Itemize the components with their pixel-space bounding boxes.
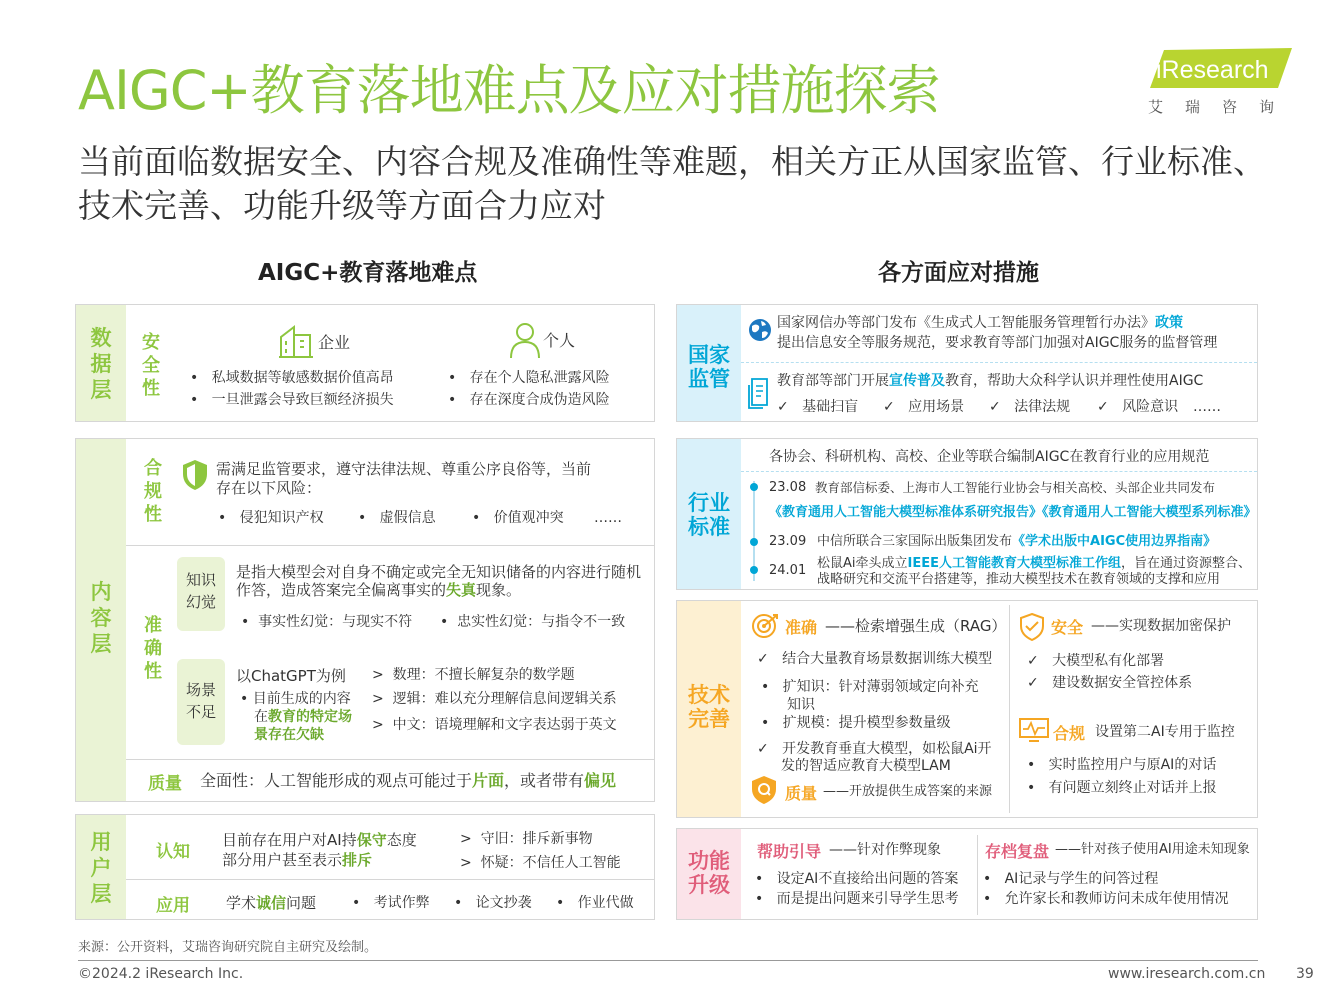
enterprise-item-2: • 一旦泄露会导致巨额经济损失 (190, 392, 394, 408)
scene-example: 以ChatGPT为例 (236, 667, 346, 685)
logo-text: iResearch (1156, 56, 1269, 84)
tech-accuracy-bullet-1: • 扩知识：针对薄弱领域定向补充 (761, 679, 979, 695)
tech-security-label: 安全 (1051, 618, 1084, 637)
national-policy-line-1: 国家网信办等部门发布《生成式人工智能服务管理暂行办法》政策 (777, 315, 1183, 331)
target-icon (751, 613, 779, 639)
divider (126, 545, 654, 546)
timeline-dot (750, 566, 758, 574)
industry-panel (676, 438, 1258, 590)
vertical-divider (1009, 605, 1010, 813)
national-policy-line-2: 提出信息安全等服务规范，要求教育等部门加强对AIGC服务的监督管理 (777, 335, 1218, 351)
industry-event-1-text: 教育部信标委、上海市人工智能行业协会与相关高校、头部企业共同发布 (815, 480, 1216, 495)
tech-panel (676, 600, 1258, 818)
industry-event-2-date: 23.09 (769, 534, 807, 549)
page-number: 39 (1296, 966, 1314, 982)
function-archive-item-2: • 允许家长和教师访问未成年使用情况 (983, 891, 1229, 907)
national-check-4: ✓ 风险意识 (1097, 399, 1179, 415)
application-item-3: • 作业代做 (556, 895, 634, 911)
national-edu-line: 教育部等部门开展宣传普及教育，帮助大众科学认识并理性使用AIGC (777, 373, 1204, 389)
national-panel (676, 304, 1258, 422)
security-category: 安全性 (142, 332, 160, 399)
function-label: 功能升级 (688, 849, 730, 897)
application-text: 学术诚信问题 (226, 894, 317, 912)
compliance-item-4: …… (594, 510, 622, 526)
quality-text: 全面性：人工智能形成的观点可能过于片面，或者带有偏见 (200, 771, 617, 790)
compliance-item-1: • 侵犯知识产权 (218, 510, 324, 526)
scene-item-3: > 中文：语境理解和文字表达弱于英文 (372, 717, 617, 733)
tech-compliance-desc: 设置第二AI专用于监控 (1095, 724, 1235, 740)
compliance-text-1: 需满足监管要求，遵守法律法规、尊重公序良俗等，当前 (216, 460, 592, 478)
user-layer-label: 用户层 (90, 830, 112, 906)
national-check-2: ✓ 应用场景 (883, 399, 965, 415)
compliance-category: 合规性 (144, 458, 162, 525)
industry-event-3-text: 松鼠Ai牵头成立IEEE人工智能教育大模型标准工作组，旨在通过资源整合、 (817, 556, 1252, 571)
page-subtitle: 当前面临数据安全、内容合规及准确性等难题，相关方正从国家监管、行业标准、技术完善、功能升级等方面合力应对 (78, 142, 1266, 225)
enterprise-item-1: • 私域数据等敏感数据价值高昂 (190, 370, 394, 386)
tech-compliance-label: 合规 (1053, 724, 1086, 743)
timeline-dot (750, 538, 758, 546)
cognition-line-2: 部分用户甚至表示排斥 (222, 851, 373, 869)
function-archive-label: 存档复盘 (985, 842, 1050, 861)
industry-event-1-docs: 《教育通用人工智能大模型标准体系研究报告》《教育通用人工智能大模型系列标准》 (769, 505, 1257, 520)
hallucination-item-2: • 忠实性幻觉：与指令不一致 (440, 614, 626, 630)
document-icon (747, 377, 769, 409)
source-note: 来源：公开资料，艾瑞咨询研究院自主研究及绘制。 (78, 940, 378, 955)
function-help-item-1: • 设定AI不直接给出问题的答案 (755, 871, 959, 887)
industry-event-2-text: 中信所联合三家国际出版集团发布《学术出版中AIGC使用边界指南》 (817, 534, 1217, 549)
enterprise-icon (278, 323, 314, 359)
scene-desc-3: 景存在欠缺 (254, 727, 324, 743)
hallucination-tag: 知识幻觉 (177, 557, 225, 631)
cognition-line-1: 目前存在用户对AI持保守态度 (222, 831, 417, 849)
tech-quality-desc: ——开放提供生成答案的来源 (823, 784, 993, 799)
accuracy-category: 准确性 (144, 615, 162, 682)
tech-accuracy-desc: ——检索增强生成（RAG） (825, 617, 1007, 635)
industry-event-1-date: 23.08 (769, 480, 807, 495)
industry-event-3-date: 24.01 (769, 563, 807, 578)
tech-compliance-item-2: • 有问题立刻终止对话并上报 (1027, 780, 1217, 796)
divider (126, 879, 654, 880)
function-panel (676, 828, 1258, 920)
tech-compliance-item-1: • 实时监控用户与原AI的对话 (1027, 757, 1217, 773)
left-heading: AIGC+教育落地难点 (258, 260, 478, 286)
function-help-desc: ——针对作弊现象 (829, 842, 941, 858)
industry-label: 行业标准 (688, 491, 730, 539)
tech-security-item-1: ✓ 大模型私有化部署 (1027, 653, 1165, 669)
content-layer-label: 内容层 (90, 580, 112, 656)
compliance-text-2: 存在以下风险： (216, 479, 322, 497)
tech-accuracy-check-2-cont: 发的智适应教育大模型LAM (781, 758, 951, 774)
shield-icon (182, 459, 208, 491)
copyright: ©2024.2 iResearch Inc. (78, 966, 244, 982)
scene-tag: 场景不足 (177, 659, 225, 745)
national-check-3: ✓ 法律法规 (989, 399, 1071, 415)
application-item-2: • 论文抄袭 (454, 895, 532, 911)
tech-label: 技术完善 (688, 683, 730, 731)
function-archive-item-1: • AI记录与学生的问答过程 (983, 871, 1159, 887)
cognition-label: 认知 (156, 842, 190, 862)
person-item-1: • 存在个人隐私泄露风险 (448, 370, 610, 386)
scene-item-2: > 逻辑：难以充分理解信息间逻辑关系 (372, 691, 617, 707)
tech-accuracy-label: 准确 (785, 618, 818, 637)
dashed-divider (741, 471, 1257, 472)
application-item-1: • 考试作弊 (352, 895, 430, 911)
quality-label: 质量 (148, 774, 182, 794)
tech-security-desc: ——实现数据加密保护 (1091, 618, 1231, 634)
function-archive-desc: ——针对孩子使用AI用途未知现象 (1055, 842, 1250, 857)
person-icon (509, 321, 541, 359)
enterprise-label: 企业 (318, 333, 351, 352)
iresearch-logo (1148, 48, 1292, 88)
quality-badge-icon (751, 775, 777, 805)
scene-item-1: > 数理：不擅长解复杂的数学题 (372, 667, 575, 683)
tech-accuracy-check-1: ✓ 结合大量教育场景数据训练大模型 (757, 651, 993, 667)
industry-top: 各协会、科研机构、高校、企业等联合编制AIGC在教育行业的应用规范 (769, 449, 1210, 465)
cognition-item-2: > 怀疑：不信任人工智能 (460, 855, 621, 871)
logo-subtext: 艾瑞咨询 (1148, 98, 1297, 116)
tech-accuracy-bullet-2: • 扩规模：提升模型参数量级 (761, 715, 951, 731)
shield-check-icon (1019, 613, 1045, 641)
national-label: 国家监管 (688, 343, 730, 391)
industry-event-3-line-2: 战略研究和交流平台搭建等，推动大模型技术在教育领域的支撑和应用 (817, 572, 1221, 587)
user-layer-panel (75, 814, 655, 920)
scene-desc-1: • 目前生成的内容 (240, 691, 351, 707)
dashed-divider (741, 362, 1257, 363)
person-item-2: • 存在深度合成伪造风险 (448, 392, 610, 408)
timeline-dot (750, 483, 758, 491)
compliance-item-3: • 价值观冲突 (472, 510, 564, 526)
right-heading: 各方面应对措施 (878, 260, 1039, 286)
national-check-1: ✓ 基础扫盲 (777, 399, 859, 415)
globe-icon (747, 317, 773, 343)
data-layer-label: 数据层 (90, 326, 112, 402)
function-help-item-2: • 而是提出问题来引导学生思考 (755, 891, 959, 907)
person-label: 个人 (543, 331, 576, 350)
tech-quality-label: 质量 (785, 784, 818, 803)
hallucination-line-2: 作答，造成答案完全偏离事实的失真现象。 (236, 581, 522, 599)
divider (126, 759, 654, 760)
tech-security-item-2: ✓ 建设数据安全管控体系 (1027, 675, 1193, 691)
content-layer-panel (75, 438, 655, 802)
vertical-divider (977, 835, 978, 915)
data-layer-panel (75, 304, 655, 422)
hallucination-item-1: • 事实性幻觉：与现实不符 (241, 614, 413, 630)
compliance-item-2: • 虚假信息 (358, 510, 436, 526)
application-label: 应用 (156, 896, 190, 916)
national-check-5: …… (1193, 399, 1221, 415)
tech-accuracy-check-2: ✓ 开发教育垂直大模型，如松鼠Ai开 (757, 741, 992, 757)
cognition-item-1: > 守旧：排斥新事物 (460, 831, 593, 847)
monitor-icon (1019, 717, 1049, 743)
footer-divider (78, 960, 1258, 961)
tech-accuracy-bullet-1-cont: 知识 (787, 697, 815, 713)
scene-desc-2: 在教育的特定场 (254, 709, 352, 725)
function-help-label: 帮助引导 (757, 842, 822, 861)
website-link[interactable]: www.iresearch.com.cn (1108, 966, 1266, 982)
page-title: AIGC+教育落地难点及应对措施探索 (78, 59, 940, 122)
hallucination-line-1: 是指大模型会对自身不确定或完全无知识储备的内容进行随机 (236, 563, 642, 581)
